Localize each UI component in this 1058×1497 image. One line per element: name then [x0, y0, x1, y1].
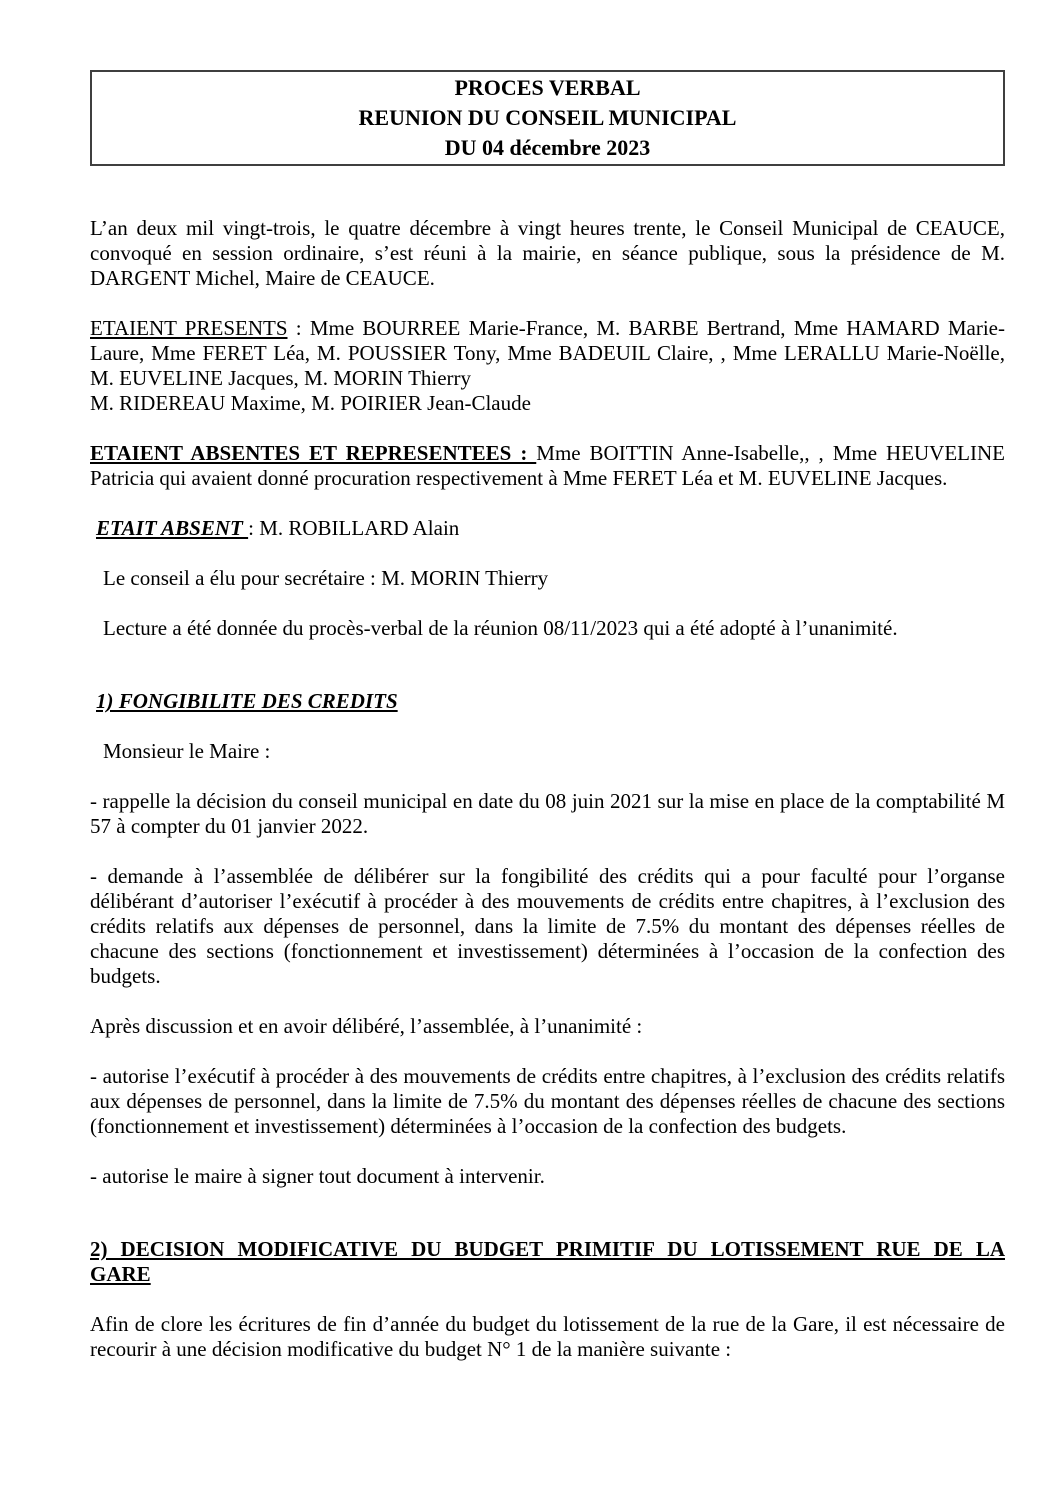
attendees-present-line2: M. RIDEREAU Maxime, M. POIRIER Jean-Claude — [90, 391, 531, 415]
section1-paragraph-5: - autorise le maire à signer tout document à intervenir. — [90, 1164, 545, 1188]
section2-heading-line2: GARE — [90, 1262, 151, 1286]
attendees-present-names: Mme BOURREE Marie-France, M. BARBE Bertrand, Mme HAMARD Marie-Laure, Mme FERET Léa, M. POUSSIER Tony, Mme BADEUIL Claire, , Mme LERALLU Marie-Noëlle, M. EUVELINE Jacques, M. MORIN Thierry — [90, 316, 1005, 390]
section1-paragraph-2: - demande à l’assemblée de délibérer sur la fongibilité des crédits qui a pour faculté pour l’organse délibérant d’autoriser l’exécutif à procéder à des mouvements de crédits entre chapitres, à l’exclusion des crédits relatifs aux dépenses de personnel, dans la limite de 7.5% du montant des dépenses réelles de chacune des sections (fonctionnement et investissement) déterminées à l’occasion de la confection des budgets. — [90, 864, 1005, 988]
section1-heading-text: 1) FONGIBILITE DES CREDITS — [96, 689, 398, 713]
absent-represented-paragraph — [90, 441, 1005, 491]
section2-heading — [90, 1237, 1005, 1287]
secretary-paragraph: Le conseil a élu pour secrétaire : M. MORIN Thierry — [103, 566, 549, 590]
absent-separator: : — [248, 516, 260, 540]
section1-paragraph-1: - rappelle la décision du conseil municipal en date du 08 juin 2021 sur la mise en place de la comptabilité M 57 à compter du 01 janvier 2022. — [90, 789, 1005, 838]
lecture-paragraph: Lecture a été donnée du procès-verbal de la réunion 08/11/2023 qui a été adopté à l’unanimité. — [103, 616, 898, 640]
absent-paragraph — [90, 516, 1005, 541]
section1-heading — [90, 689, 1005, 714]
intro-paragraph: L’an deux mil vingt-trois, le quatre décembre à vingt heures trente, le Conseil Municipal de CEAUCE, convoqué en session ordinaire, s’est réuni à la mairie, en séance publique, sous la présidence de M. DARGENT Michel, Maire de CEAUCE. — [90, 216, 1005, 290]
section1-intro-paragraph: Monsieur le Maire : — [103, 739, 271, 763]
absent-name: M. ROBILLARD Alain — [259, 516, 460, 540]
section1-paragraph-4: - autorise l’exécutif à procéder à des mouvements de crédits entre chapitres, à l’exclusion des crédits relatifs aux dépenses de personnel, dans la limite de 7.5% du montant des dépenses réelles de chacune des sections (fonctionnement et investissement) déterminées à l’occasion de la confection des budgets. — [90, 1064, 1005, 1138]
section2-paragraph-1: Afin de clore les écritures de fin d’année du budget du lotissement de la rue de la Gare, il est nécessaire de recourir à une décision modificative du budget N° 1 de la manière suivante : — [90, 1312, 1005, 1361]
absent-represented-names: Mme BOITTIN Anne-Isabelle,, , Mme HEUVELINE Patricia qui avaient donné procuration respectivement à Mme FERET Léa et M. EUVELINE Jacques. — [90, 441, 1005, 490]
title-line-3: DU 04 décembre 2023 — [444, 135, 651, 160]
section2-heading-line1: 2) DECISION MODIFICATIVE DU BUDGET PRIMITIF DU LOTISSEMENT RUE DE LA — [90, 1237, 1005, 1261]
attendees-present-paragraph — [90, 316, 1005, 391]
document-title-box — [90, 70, 1005, 166]
section1-paragraph-3: Après discussion et en avoir délibéré, l’assemblée, à l’unanimité : — [90, 1014, 643, 1038]
title-line-1: PROCES VERBAL — [454, 75, 641, 100]
attendees-present-separator: : — [287, 316, 310, 340]
title-line-2: REUNION DU CONSEIL MUNICIPAL — [358, 105, 737, 130]
attendees-present-label: ETAIENT PRESENTS — [90, 316, 288, 340]
absent-label: ETAIT ABSENT — [96, 516, 249, 540]
absent-represented-label: ETAIENT ABSENTES ET REPRESENTEES : — [90, 441, 537, 465]
